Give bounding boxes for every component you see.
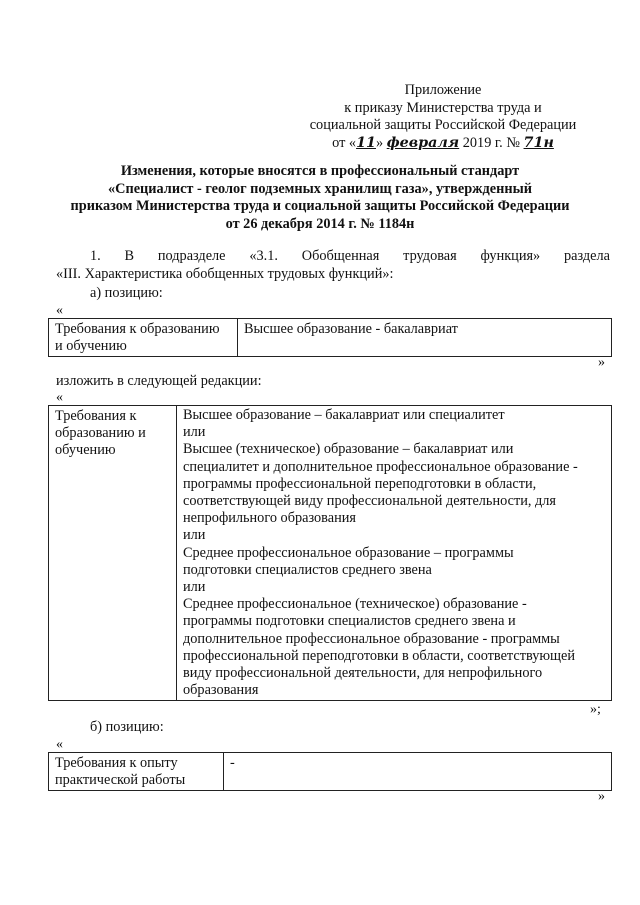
- open-quote-b: «: [56, 737, 63, 752]
- table-label-cell: Требования к опыту практической работы: [49, 753, 224, 791]
- document-title: [40, 163, 600, 233]
- table-value-cell: Высшее образование - бакалавриат: [238, 319, 612, 357]
- annex-line-3: социальной защиты Российской Федерации: [309, 117, 577, 133]
- table-row: [49, 406, 612, 701]
- annex-header: [298, 82, 588, 152]
- item-1-line-1: 1. В подразделе «3.1. Обобщенная трудовая функция» раздела: [90, 248, 610, 264]
- date-prefix: от «: [332, 134, 357, 151]
- table-label-cell: Требования к образованию и обучению: [49, 406, 177, 701]
- title-line-4: от 26 декабря 2014 г. № 1184н: [225, 215, 415, 232]
- table-value-cell: -: [224, 753, 612, 791]
- table-experience-position: [48, 752, 612, 791]
- table-row: [49, 753, 612, 791]
- title-line-3: приказом Министерства труда и социальной защиты Российской Федерации: [70, 198, 570, 214]
- open-quote-new: «: [56, 390, 63, 405]
- table-new-position: [48, 405, 612, 701]
- date-year: 2019 г. №: [459, 134, 524, 151]
- open-quote-a: «: [56, 303, 63, 318]
- sub-b-label: б) позицию:: [90, 719, 164, 735]
- table-value-cell: Высшее образование – бакалавриат или специалитет или Высшее (техническое) образование – бакалавриат или специалитет и дополнительное профессиональное образование - программы профессиональной переподготовки в области, соответствующей виду профессиональной деятельности, для непрофильного образования или Среднее профессиональное образование – программы подготовки специалистов среднего звена или Среднее профессиональное (техническое) образование - программы подготовки специалистов среднего звена и дополнительное профессиональное образование - программы профессиональной переподготовки в области, соответствующей виду профессиональной деятельности, для непрофильного образования: [177, 406, 612, 701]
- handwritten-number: 71н: [523, 134, 554, 151]
- close-quote-new: »;: [590, 702, 601, 717]
- replace-instruction: изложить в следующей редакции:: [56, 373, 262, 389]
- close-quote-a: »: [598, 355, 605, 370]
- table-current-position: [48, 318, 612, 357]
- title-line-1: Изменения, которые вносятся в профессиональный стандарт: [120, 163, 520, 179]
- date-mid: »: [375, 134, 387, 151]
- annex-date-line: [298, 135, 588, 153]
- close-quote-b: »: [598, 789, 605, 804]
- title-line-2: «Специалист - геолог подземных хранилищ газа», утвержденный: [108, 180, 532, 197]
- annex-line-2: к приказу Министерства труда и: [344, 99, 542, 116]
- table-label-cell: Требования к образованию и обучению: [49, 319, 238, 357]
- sub-a-label: а) позицию:: [90, 285, 163, 301]
- annex-line-1: Приложение: [404, 82, 482, 98]
- table-row: [49, 319, 612, 357]
- handwritten-day: 11: [356, 134, 376, 151]
- handwritten-month: февраля: [386, 134, 460, 151]
- item-1-line-2: «III. Характеристика обобщенных трудовых функций»:: [56, 266, 394, 282]
